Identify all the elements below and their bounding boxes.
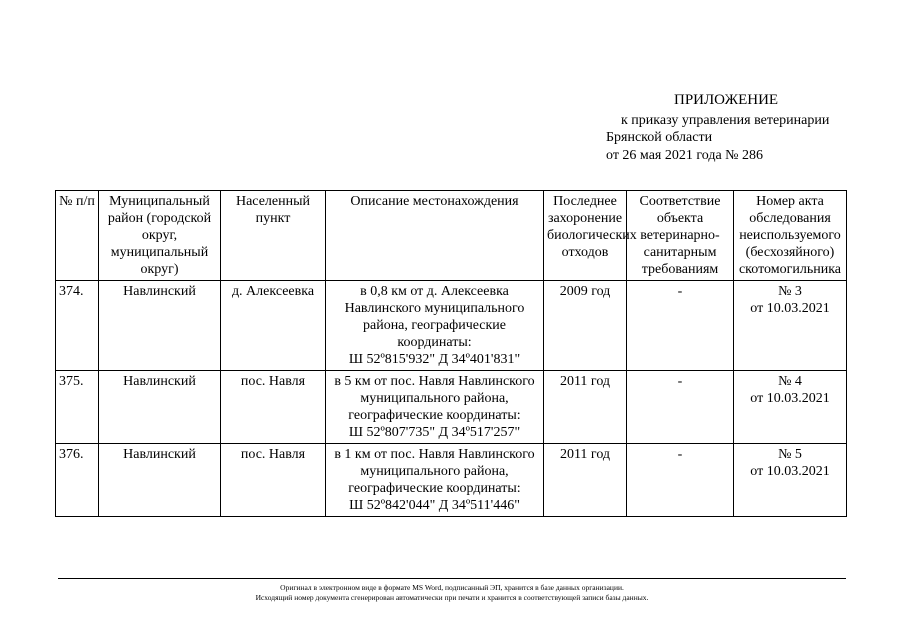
- col-header-description: Описание местонахождения: [326, 191, 544, 281]
- row-compliance: -: [627, 371, 734, 444]
- row-last-burial: 2009 год: [544, 281, 627, 371]
- appendix-region-line: Брянской области: [606, 130, 713, 145]
- row-description: в 0,8 км от д. Алексеевка Навлинского муниципального района, географические координаты:: [344, 284, 525, 350]
- document-header: [0, 0, 905, 170]
- row-act-date: от 10.03.2021: [750, 391, 830, 406]
- col-header-compliance: Соответствие объекта ветеринарно-санитарным требованиям: [627, 191, 734, 281]
- row-description: в 5 км от пос. Навля Навлинского муниципального района, географические координаты:: [334, 374, 535, 423]
- row-description-cell: [326, 281, 544, 371]
- row-compliance: -: [627, 444, 734, 517]
- row-district: Навлинский: [99, 371, 221, 444]
- row-last-burial: 2011 год: [544, 444, 627, 517]
- appendix-date-line: от 26 мая 2021 года № 286: [606, 148, 764, 163]
- row-act-cell: [734, 371, 847, 444]
- col-header-act-number: Номер акта обследования неиспользуемого (бесхозяйного) скотомогильника: [734, 191, 847, 281]
- table-body: [56, 281, 847, 517]
- footer-note-number: Исходящий номер документа сгенерирован автоматически при печати и хранится в соответствующей записи базы данных.: [255, 593, 649, 602]
- table-row: [56, 281, 847, 371]
- appendix-order-line: к приказу управления ветеринарии: [621, 113, 830, 128]
- table-header-row: [56, 191, 847, 281]
- row-compliance: -: [627, 281, 734, 371]
- row-description-cell: [326, 371, 544, 444]
- row-act-cell: [734, 444, 847, 517]
- table-header: [56, 191, 847, 281]
- row-description: в 1 км от пос. Навля Навлинского муниципального района, географические координаты:: [334, 447, 535, 496]
- footer-note-original: Оригинал в электронном виде в формате MS Word, подписанный ЭП, хранится в базе данных организации.: [280, 583, 624, 592]
- row-locality: д. Алексеевка: [221, 281, 326, 371]
- row-number: 376.: [56, 444, 99, 517]
- row-act-date: от 10.03.2021: [750, 301, 830, 316]
- row-description-cell: [326, 444, 544, 517]
- col-header-locality: Населенный пункт: [221, 191, 326, 281]
- row-locality: пос. Навля: [221, 371, 326, 444]
- table-row: [56, 371, 847, 444]
- row-act-number: № 3: [778, 284, 802, 299]
- row-act-number: № 4: [778, 374, 802, 389]
- appendix-title: ПРИЛОЖЕНИЕ: [674, 92, 779, 108]
- row-number: 375.: [56, 371, 99, 444]
- col-header-number: № п/п: [56, 191, 99, 281]
- row-district: Навлинский: [99, 444, 221, 517]
- row-coordinates: Ш 52º807'735" Д 34º517'257": [348, 425, 521, 440]
- row-locality: пос. Навля: [221, 444, 326, 517]
- col-header-district: Муниципальный район (городской округ, муниципальный округ): [99, 191, 221, 281]
- footer-divider: [58, 578, 846, 579]
- row-coordinates: Ш 52º842'044" Д 34º511'446": [349, 498, 520, 513]
- table-row: [56, 444, 847, 517]
- row-coordinates: Ш 52º815'932" Д 34º401'831": [348, 352, 521, 367]
- row-act-cell: [734, 281, 847, 371]
- row-last-burial: 2011 год: [544, 371, 627, 444]
- cattle-burial-registry-table: [55, 190, 847, 517]
- row-number: 374.: [56, 281, 99, 371]
- row-act-number: № 5: [778, 447, 802, 462]
- col-header-last-burial: Последнее захоронение биологических отходов: [544, 191, 627, 281]
- row-act-date: от 10.03.2021: [750, 464, 830, 479]
- row-district: Навлинский: [99, 281, 221, 371]
